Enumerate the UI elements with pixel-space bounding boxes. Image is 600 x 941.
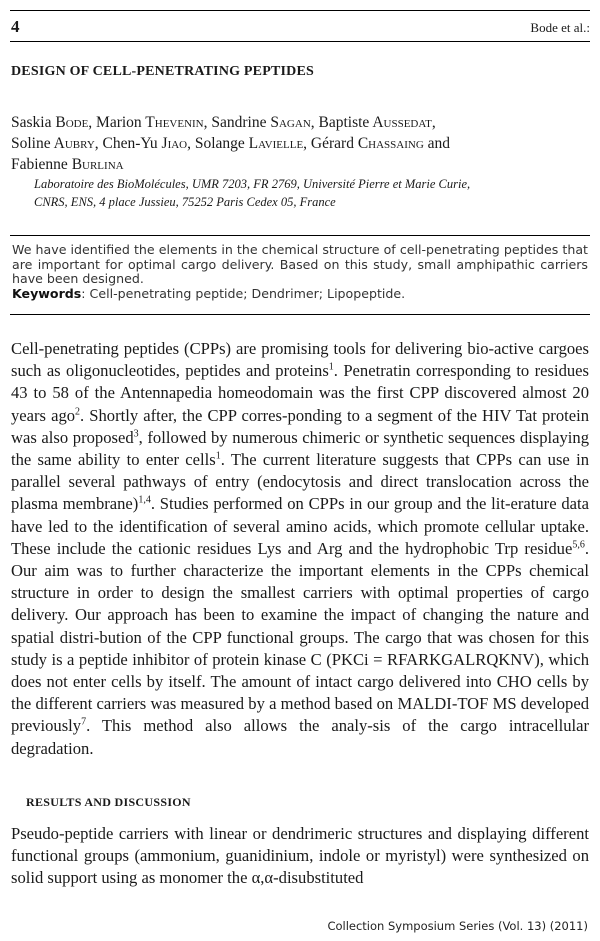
- affiliation: [34, 175, 584, 211]
- affiliation-line-2: CNRS, ENS, 4 place Jussieu, 75252 Paris Cedex 05, France: [34, 195, 336, 209]
- author-list: [11, 112, 586, 175]
- author-name: Sandrine Sagan,: [211, 114, 319, 131]
- header-rule-bottom: [10, 41, 590, 42]
- running-head: Bode et al.:: [530, 20, 590, 35]
- results-paragraph: Pseudo-peptide carriers with linear or dendrimeric structures and displaying different functional groups (ammonium, guanidinium, indole or myristyl) were synthesized on solid support using as monomer the α,α-disubstituted: [11, 824, 589, 888]
- text-run: . Penetratin corresponding to residues 43 to 58 of the Antennapedia homeodomain was the first CPP discovered almost 20 years ago: [11, 361, 590, 425]
- paper-title: DESIGN OF CELL-PENETRATING PEPTIDES: [11, 64, 314, 79]
- citation-ref: 1: [215, 450, 221, 462]
- citation-ref: 3: [133, 428, 139, 440]
- abstract-box: [10, 235, 590, 315]
- citation-ref: 1,4: [138, 494, 151, 506]
- page-number: 4: [11, 17, 20, 36]
- text-run: Cell-penetrating peptides (CPPs) are promising tools for delivering bio-active cargoes such as oligonucleotides, peptides and proteins: [11, 339, 589, 381]
- author-name: Fabienne Burlina: [11, 156, 124, 173]
- keywords: [12, 287, 588, 302]
- author-line-2: [11, 133, 586, 154]
- text-run: . Shortly after, the CPP corres-ponding to a segment of the HIV Tat protein was also proposed: [11, 405, 589, 447]
- author-name: Soline Aubry,: [11, 135, 103, 152]
- text-run: . The current literature suggests that CPPs can use in parallel several pathways of entry (endocytosis and direct translocation across the plasma membrane): [11, 450, 589, 514]
- author-name: Solange Lavielle,: [194, 135, 311, 152]
- header-rule-top: [10, 10, 590, 11]
- author-line-3: [11, 154, 586, 175]
- author-line-1: [11, 112, 586, 133]
- author-name: Gérard Chassaing and: [310, 135, 451, 152]
- footer: Collection Symposium Series (Vol. 13) (2011): [327, 919, 588, 933]
- author-name: Saskia Bode,: [11, 114, 97, 131]
- author-name: Marion Thevenin,: [96, 114, 212, 131]
- citation-ref: 5,6: [572, 539, 585, 551]
- citation-ref: 7: [81, 716, 87, 728]
- author-name: Chen-Yu Jiao,: [102, 135, 195, 152]
- citation-ref: 2: [75, 406, 81, 418]
- section-heading: RESULTS AND DISCUSSION: [26, 795, 191, 809]
- author-name: Baptiste Aussedat,: [318, 114, 436, 131]
- intro-paragraph: [11, 338, 589, 760]
- text-run: . This method also allows the analy-sis of the cargo intracellular degradation.: [11, 716, 589, 758]
- abstract-text: We have identified the elements in the chemical structure of cell-penetrating peptides that are important for optimal cargo delivery. Based on this study, small amphipathic carriers have been designed.: [12, 242, 588, 287]
- citation-ref: 1: [328, 361, 334, 373]
- affiliation-line-1: Laboratoire des BioMolécules, UMR 7203, FR 2769, Université Pierre et Marie Curie,: [34, 177, 471, 191]
- text-run: . Our aim was to further characterize the important elements in the CPPs chemical structure in order to design the smallest carriers with optimal properties of cargo delivery. Our approach has been to examine the impact of changing the nature and spatial distri-bution of the CPP functional groups. The cargo that was chosen for this study is a peptide inhibitor of protein kinase C (PKCi = RFARKGALRQKNV), which does not enter cells by itself. The amount of intact cargo delivered into CHO cells by the different carriers was measured by a method based on MALDI-TOF MS developed previously: [11, 538, 589, 736]
- text-run: , followed by numerous chimeric or synthetic sequences displaying the same ability to enter cells: [11, 427, 589, 470]
- keywords-label: Keywords: [12, 286, 82, 302]
- keywords-list: : Cell-penetrating peptide; Dendrimer; Lipopeptide.: [81, 286, 406, 302]
- text-run: . Studies performed on CPPs in our group and the lit-erature data have led to the identification of several amino acids, which promote cellular uptake. These include the cationic residues Lys and Arg and the hydrophobic Trp residue: [11, 494, 589, 558]
